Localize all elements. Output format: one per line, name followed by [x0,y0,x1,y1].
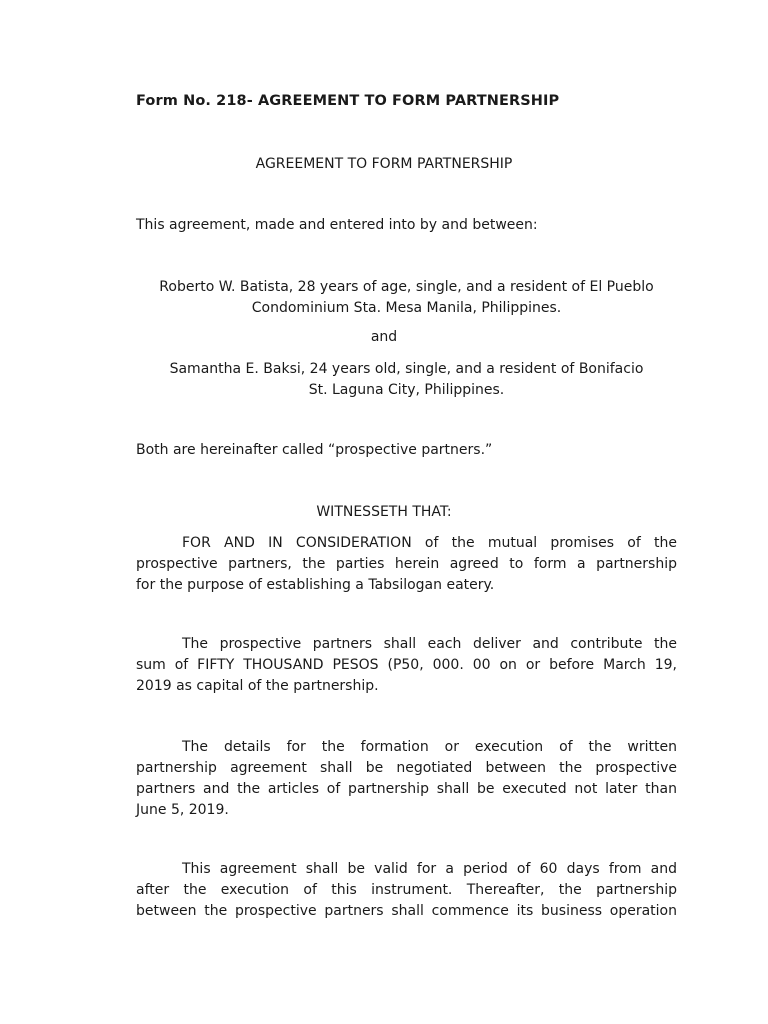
paragraph-line: June 5, 2019. [136,802,229,818]
agreement-heading: AGREEMENT TO FORM PARTNERSHIP [255,156,513,172]
party-two-block [136,359,677,401]
paragraph-line: 2019 as capital of the partnership. [136,678,379,694]
paragraph-capital [136,634,677,697]
paragraph-details [136,737,677,821]
paragraph-line: after the execution of this instrument. Thereafter, the partnership [136,882,677,898]
paragraph-line: between the prospective partners shall commence its business operation [136,903,677,919]
paragraph-line: sum of FIFTY THOUSAND PESOS (P50, 000. 00 on or before March 19, [136,657,677,673]
form-title: Form No. 218- AGREEMENT TO FORM PARTNERSHIP [136,93,560,109]
both-parties-text: Both are hereinafter called “prospective partners.” [136,442,493,458]
paragraph-line: The details for the formation or execution of the written [182,739,677,755]
party-one-line-1: Roberto W. Batista, 28 years of age, single, and a resident of El Pueblo [159,279,654,295]
paragraph-line: prospective partners, the parties herein agreed to form a partnership [136,556,677,572]
paragraph-line: The prospective partners shall each deliver and contribute the [182,636,677,652]
party-two-line-2: St. Laguna City, Philippines. [308,382,505,398]
paragraph-line: partnership agreement shall be negotiated between the prospective [136,760,677,776]
party-one-block [136,277,677,319]
paragraph-consideration [136,533,677,596]
paragraph-validity [136,859,677,922]
party-one-line-2: Condominium Sta. Mesa Manila, Philippines. [251,300,562,316]
paragraph-line: This agreement shall be valid for a period of 60 days from and [182,861,677,877]
intro-text: This agreement, made and entered into by and between: [136,217,538,233]
paragraph-line: for the purpose of establishing a Tabsilogan eatery. [136,577,495,593]
and-text: and [370,329,398,345]
paragraph-line: FOR AND IN CONSIDERATION of the mutual promises of the [182,535,677,551]
party-two-line-1: Samantha E. Baksi, 24 years old, single, and a resident of Bonifacio [169,361,644,377]
witnesseth-heading: WITNESSETH THAT: [316,504,452,520]
paragraph-line: partners and the articles of partnership shall be executed not later than [136,781,677,797]
